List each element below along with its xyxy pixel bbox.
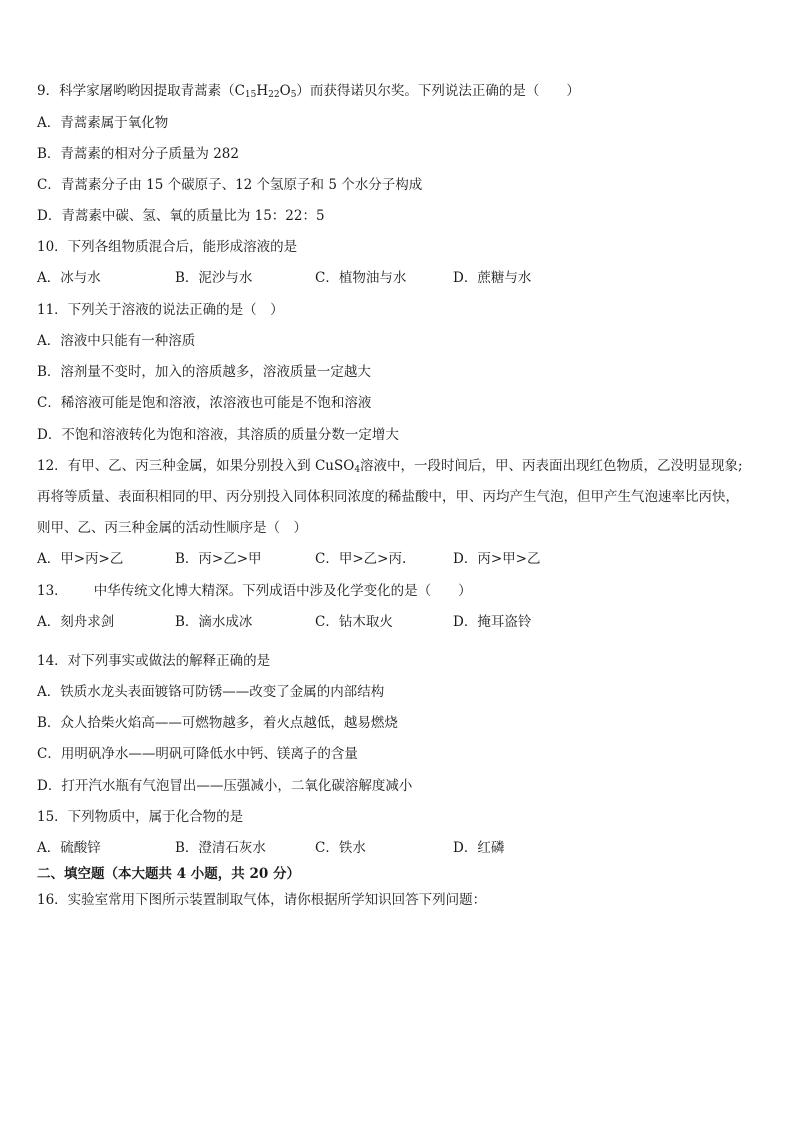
q9-option-c: C．青蒿素分子由 15 个碳原子、12 个氢原子和 5 个水分子构成 [37, 177, 423, 193]
q12-options [37, 549, 764, 569]
q13-option-d: D．掩耳盗铃 [453, 614, 532, 630]
q11-option-c: C．稀溶液可能是饱和溶液，浓溶液也可能是不饱和溶液 [37, 395, 372, 411]
q12-option-d: D．丙>甲>乙 [453, 551, 541, 567]
q9-option-b: B．青蒿素的相对分子质量为 282 [37, 146, 239, 162]
q12-stem-line3: 则甲、乙、丙三种金属的活动性顺序是（ ） [37, 520, 307, 536]
q10-option-a: A．冰与水 [37, 270, 101, 286]
q11-option-d: D．不饱和溶液转化为饱和溶液，其溶质的质量分数一定增大 [37, 427, 399, 443]
q13-option-a: A．刻舟求剑 [37, 614, 115, 630]
q10-options [37, 268, 764, 288]
q13-option-c: C．钻木取火 [315, 614, 393, 630]
q14-stem: 14．对下列事实或做法的解释正确的是 [37, 653, 271, 669]
q9-stem: 9．科学家屠哟哟因提取青蒿素$(C_{15}H_{22}O_5)$而获得诺贝尔奖。下列说法正确的是（ ） [37, 83, 580, 100]
q12-option-a: A．甲>丙>乙 [37, 551, 124, 567]
q14-option-b: B．众人拾柴火焰高——可燃物越多，着火点越低，越易燃烧 [37, 715, 398, 731]
section-heading: 二、填空题（本大题共 4 小题，共 20 分） [37, 866, 300, 882]
q12-option-c: C．甲>乙>丙. [315, 551, 407, 567]
q9-option-a: A．青蒿素属于氧化物 [37, 115, 169, 131]
q13-stem: 13． 中华传统文化博大精深。下列成语中涉及化学变化的是（ ） [37, 583, 472, 599]
q11-stem: 11．下列关于溶液的说法正确的是（ ） [37, 302, 284, 318]
q14-option-a: A．铁质水龙头表面镀铬可防锈——改变了金属的内部结构 [37, 684, 385, 700]
q9-option-d: D．青蒿素中碳、氢、氧的质量比为 15：22：5 [37, 208, 325, 224]
q10-option-b: B．泥沙与水 [175, 270, 253, 286]
q15-option-b: B．澄清石灰水 [175, 840, 266, 856]
q11-option-b: B．溶剂量不变时，加入的溶质越多，溶液质量一定越大 [37, 364, 371, 380]
q11-option-a: A．溶液中只能有一种溶质 [37, 333, 196, 349]
q10-option-d: D．蔗糖与水 [453, 270, 532, 286]
q14-option-c: C．用明矾净水——明矾可降低水中钙、镁离子的含量 [37, 746, 358, 762]
q12-option-b: B．丙>乙>甲 [175, 551, 262, 567]
q10-stem: 10．下列各组物质混合后，能形成溶液的是 [37, 239, 298, 255]
q15-option-d: D．红磷 [453, 840, 505, 856]
q12-stem-line1: 12．有甲、乙、丙三种金属，如果分别投入到 CuSO$_4$溶液中，一段时间后，甲、丙表面出现红色物质，乙没明显现象; [37, 458, 743, 475]
q15-stem: 15．下列物质中，属于化合物的是 [37, 809, 244, 825]
q14-option-d: D．打开汽水瓶有气泡冒出——压强减小，二氧化碳溶解度减小 [37, 778, 413, 794]
q12-stem-line2: 再将等质量、表面积相同的甲、丙分别投入同体积同浓度的稀盐酸中，甲、丙均产生气泡，但甲产生气泡速率比丙快， [37, 489, 739, 505]
q10-option-c: C．植物油与水 [315, 270, 407, 286]
q16-stem: 16．实验室常用下图所示装置制取气体，请你根据所学知识回答下列问题： [37, 892, 487, 908]
q15-option-c: C．铁水 [315, 840, 366, 856]
q15-options [37, 838, 764, 858]
q15-option-a: A．硫酸锌 [37, 840, 101, 856]
q13-option-b: B．滴水成冰 [175, 614, 253, 630]
q13-options [37, 612, 764, 632]
